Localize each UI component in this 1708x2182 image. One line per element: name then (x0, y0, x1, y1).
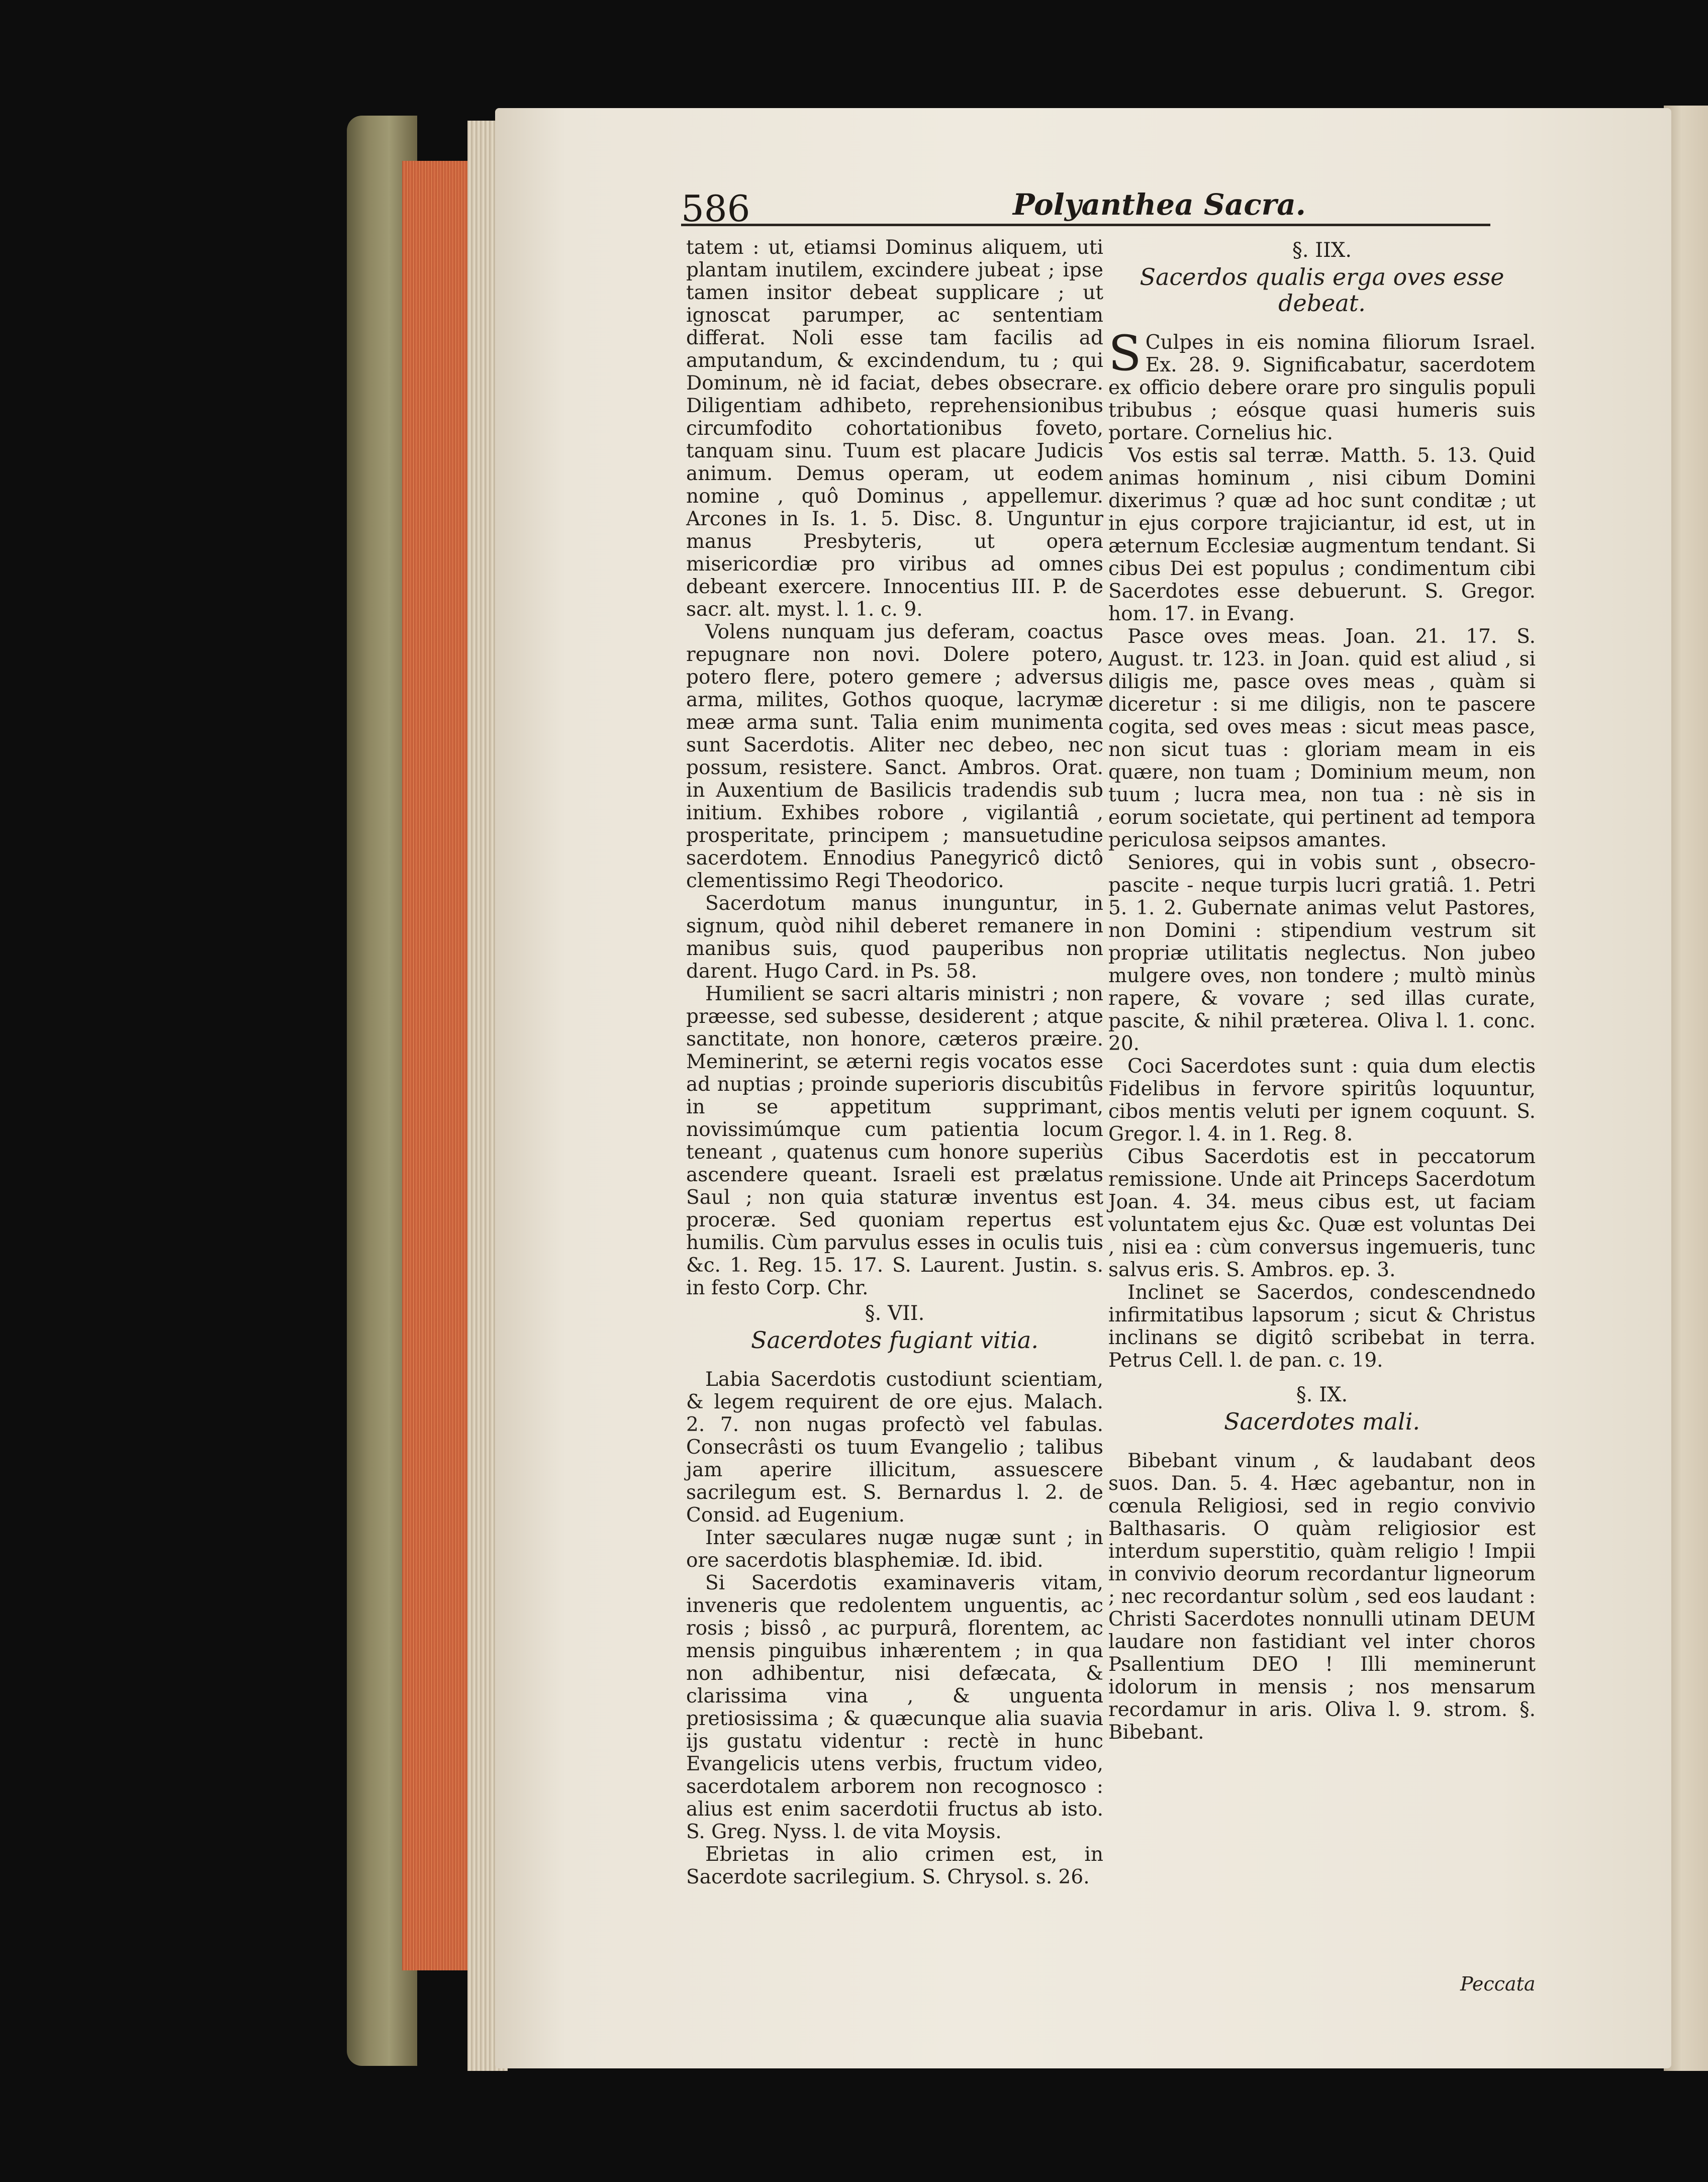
paragraph: Si Sacerdotis examinaveris vitam, inveneris que redolentem unguentis, ac rosis ; bissô , ac purpurâ, florentem, ac mensis pinguibus inhærentem ; in qua non adhibentur, nisi defæcata, & clarissima vina , & unguenta pretiosissima ; & quæcunque alia suavia ijs gustatu videntur : rectè in hunc Evangelicis utens verbis, fructum video, sacerdotalem arborem non recognosco : alius est enim sacerdotii fructus ab isto. S. Greg. Nyss. l. de vita Moysis. (686, 1572, 1103, 1843)
page-number: 586 (681, 187, 750, 230)
catchword: Peccata (1460, 1973, 1536, 1995)
section-number: §. IX. (1296, 1383, 1348, 1406)
paragraph: Humilient se sacri altaris ministri ; non præesse, sed subesse, desiderent ; atque sanctitate, non honore, cæteros præire. Meminerint, se æterni regis vocatos esse ad nuptias ; proinde superioris discubitûs in se appetitum supprimant, novissimúmque cum patientia locum teneant , quatenus cum honore superiùs ascendere queant. Israeli est prælatus Saul ; non quia staturæ inventus est proceræ. Sed quoniam repertus est humilis. Cùm parvulus esses in oculis tuis &c. 1. Reg. 15. 17. S. Laurent. Justin. s. in festo Corp. Chr. (686, 983, 1103, 1299)
paragraph: tatem : ut, etiamsi Dominus aliquem, uti plantam inutilem, excindere jubeat ; ipse tamen insitor debeat supplicare ; ut ignoscat parumper, ac sententiam differat. Noli esse tam facilis ad amputandum, & excindendum, tu ; qui Dominum, nè id faciat, debes obsecrare. Diligentiam adhibeto, reprehensionibus circumfodito cohortationibus foveto, tanquam sinu. Tuum est placare Judicis animum. Demus operam, ut eodem nomine , quô Dominus , appellemur. Arcones in Is. 1. 5. Disc. 8. Unguntur manus Presbyteris, ut opera misericordiæ pro viribus ad omnes debeant exercere. Innocentius III. P. de sacr. alt. myst. l. 1. c. 9. (686, 236, 1103, 621)
paragraph: Volens nunquam jus deferam, coactus repugnare non novi. Dolere potero, potero flere, potero gemere ; adversus arma, milites, Gothos quoque, lacrymæ meæ arma sunt. Talia enim munimenta sunt Sacerdotis. Aliter nec debeo, nec possum, resistere. Sanct. Ambros. Orat. in Auxentium de Basilicis tradendis sub initium. Exhibes robore , vigilantiâ , prosperitate, principem ; mansuetudine sacerdotem. Ennodius Panegyricô dictô clementissimo Regi Theodorico. (686, 621, 1103, 892)
section-number: §. VII. (865, 1302, 925, 1325)
paragraph: Seniores, qui in vobis sunt , obsecro-pascite - neque turpis lucri gratiâ. 1. Petri 5. 1. 2. Gubernate animas velut Pastores, non Domini : stipendium vestrum sit propriæ utilitatis neglectus. Non jubeo mulgere oves, non tondere ; multò minùs rapere, & vovare ; sed illas curate, pascite, & nihil præterea. Oliva l. 1. conc. 20. (1108, 851, 1536, 1055)
paragraph: Inter sæculares nugæ nugæ sunt ; in ore sacerdotis blasphemiæ. Id. ibid. (686, 1527, 1103, 1572)
paragraph: Pasce oves meas. Joan. 21. 17. S. August. tr. 123. in Joan. quid est aliud , si diligis me, pasce oves meas , quàm si diceretur : si me diligis, non te pascere cogita, sed oves meas : sicut meas pasce, non sicut tuas : gloriam meam in eis quære, non tuam ; Dominium meum, non tuum ; lucra mea, non tua : nè sis in eorum societate, qui pertinent ad tempora periculosa seipsos amantes. (1108, 625, 1536, 851)
paragraph-with-dropcap (1108, 325, 1536, 444)
paragraph: Cibus Sacerdotis est in peccatorum remissione. Unde ait Princeps Sacerdotum Joan. 4. 34. meus cibus est, ut faciam voluntatem ejus &c. Quæ est voluntas Dei , nisi ea : cùm conversus ingemueris, tunc salvus eris. S. Ambros. ep. 3. (1108, 1146, 1536, 1281)
paragraph: Ebrietas in alio crimen est, in Sacerdote sacrilegium. S. Chrysol. s. 26. (686, 1843, 1103, 1888)
paragraph: Inclinet se Sacerdos, condescendnedo infirmitatibus lapsorum ; sicut & Christus inclinans se digitô scribebat in terra. Petrus Cell. l. de pan. c. 19. (1108, 1281, 1536, 1372)
paragraph: Coci Sacerdotes sunt : quia dum electis Fidelibus in fervore spiritûs loquuntur, cibos mentis veluti per ignem coquunt. S. Gregor. l. 4. in 1. Reg. 8. (1108, 1055, 1536, 1146)
paragraph: Labia Sacerdotis custodiunt scientiam, & legem requirent de ore ejus. Malach. 2. 7. non nugas profectò vel fabulas. Consecrâsti os tuum Evangelio ; talibus jam aperire illicitum, assuescere sacrilegum est. S. Bernardus l. 2. de Consid. ad Eugenium. (686, 1368, 1103, 1527)
section-title: Sacerdotes mali. (1223, 1408, 1420, 1435)
paragraph-text: Culpes in eis nomina filiorum Israel. Ex. 28. 9. Significabatur, sacerdotem ex officio debere orare pro singulis populi tribubus ; eósque quasi humeris suis portare. Cornelius hic. (1108, 331, 1536, 444)
section-number: §. IIX. (1292, 239, 1352, 262)
paragraph: Vos estis sal terræ. Matth. 5. 13. Quid animas hominum , nisi cibum Domini dixerimus ? quæ ad hoc sunt conditæ ; ut in ejus corpore trajiciantur, id est, ut in æternum Ecclesiæ augmentum tendant. Si cibus Dei est populus ; condimentum cibi Sacerdotes esse debuerunt. S. Gregor. hom. 17. in Evang. (1108, 444, 1536, 625)
running-title: Polyanthea Sacra. (1013, 187, 1306, 222)
paragraph: Sacerdotum manus inunguntur, in signum, quòd nihil deberet remanere in manibus suis, quod pauperibus non darent. Hugo Card. in Ps. 58. (686, 892, 1103, 983)
section-title: Sacerdotes fugiant vitia. (751, 1326, 1038, 1354)
left-column (686, 236, 1103, 1888)
page-header (681, 183, 1490, 230)
right-column (1108, 236, 1536, 1744)
red-page-edges (402, 161, 478, 1970)
section-title: Sacerdos qualis erga oves esse debeat. (1140, 263, 1504, 317)
paragraph: Bibebant vinum , & laudabant deos suos. Dan. 5. 4. Hæc agebantur, non in cœnula Religiosi, sed in regio convivio Balthasaris. O quàm religiosior est interdum superstitio, quàm religio ! Impii in convivio deorum recordantur ligneorum ; nec recordantur solùm , sed eos laudant : Christi Sacerdotes nonnulli utinam DEUM laudare non fastidiant vel inter choros Psallentium DEO ! Illi meminerunt idolorum in mensis ; nos mensarum recordamur in aris. Oliva l. 9. strom. §. Bibebant. (1108, 1450, 1536, 1744)
drop-cap: S (1108, 325, 1142, 382)
